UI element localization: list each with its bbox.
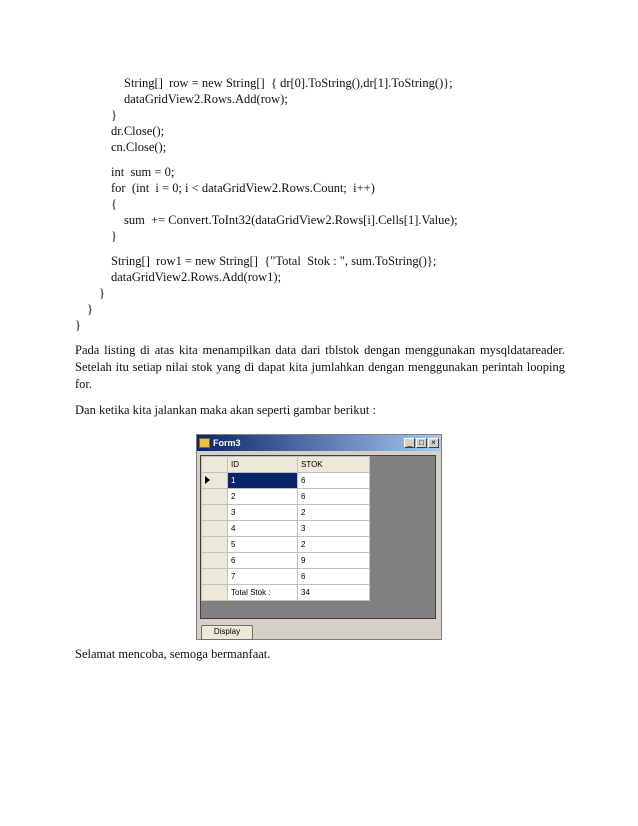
form3-window xyxy=(196,434,442,640)
data-grid-table xyxy=(201,456,370,601)
row-header[interactable] xyxy=(202,521,228,537)
form-icon xyxy=(199,438,210,448)
row-header-corner[interactable] xyxy=(202,457,228,473)
table-row[interactable] xyxy=(202,537,370,553)
code-line: dataGridView2.Rows.Add(row); xyxy=(124,92,288,106)
paragraph-run-intro: Dan ketika kita jalankan maka akan seperti gambar berikut : xyxy=(75,403,376,417)
table-row[interactable] xyxy=(202,505,370,521)
code-line: dataGridView2.Rows.Add(row1); xyxy=(111,270,282,284)
code-line: } xyxy=(87,302,93,316)
row-header[interactable] xyxy=(202,569,228,585)
grid-cell[interactable]: 6 xyxy=(298,569,370,585)
code-line: int sum = 0; xyxy=(111,165,175,179)
code-line: } xyxy=(99,286,105,300)
code-line: } xyxy=(75,318,81,332)
close-button[interactable]: × xyxy=(428,438,439,448)
paragraph-listing-explanation: Pada listing di atas kita menampilkan data dari tblstok dengan menggunakan mysqldatareader. Setelah itu setiap nilai stok yang di dapat kita jumlahkan dengan menggunakan perintah looping for. xyxy=(75,343,565,391)
code-line: for (int i = 0; i < dataGridView2.Rows.Count; i++) xyxy=(111,181,375,195)
display-button[interactable]: Display xyxy=(201,625,253,640)
code-line: sum += Convert.ToInt32(dataGridView2.Rows[i].Cells[1].Value); xyxy=(124,213,458,227)
grid-cell[interactable]: 9 xyxy=(298,553,370,569)
column-header-stok[interactable]: STOK xyxy=(298,457,370,473)
grid-cell[interactable]: 4 xyxy=(228,521,298,537)
code-line: cn.Close(); xyxy=(111,140,167,154)
grid-cell[interactable]: 2 xyxy=(228,489,298,505)
current-row-arrow-icon xyxy=(205,476,210,484)
code-line: dr.Close(); xyxy=(111,124,165,138)
grid-cell[interactable]: 6 xyxy=(298,473,370,489)
grid-cell[interactable]: 6 xyxy=(298,489,370,505)
grid-cell[interactable]: 2 xyxy=(298,537,370,553)
grid-cell[interactable]: 1 xyxy=(228,473,298,489)
grid-cell[interactable]: 5 xyxy=(228,537,298,553)
column-header-id[interactable]: ID xyxy=(228,457,298,473)
window-titlebar[interactable] xyxy=(197,435,441,451)
grid-cell[interactable]: 3 xyxy=(298,521,370,537)
data-grid-view[interactable] xyxy=(200,455,436,619)
window-title: Form3 xyxy=(213,438,241,448)
code-line: String[] row1 = new String[] {"Total Stok : ", sum.ToString()}; xyxy=(111,254,437,268)
table-row[interactable] xyxy=(202,473,370,489)
row-header[interactable] xyxy=(202,489,228,505)
grid-cell[interactable]: 6 xyxy=(228,553,298,569)
row-header[interactable] xyxy=(202,505,228,521)
grid-cell[interactable]: 7 xyxy=(228,569,298,585)
row-header[interactable] xyxy=(202,537,228,553)
grid-cell[interactable]: 3 xyxy=(228,505,298,521)
grid-header-row xyxy=(202,457,370,473)
table-row-total[interactable] xyxy=(202,585,370,601)
code-line: } xyxy=(111,229,117,243)
grid-cell[interactable]: Total Stok : xyxy=(228,585,298,601)
table-row[interactable] xyxy=(202,489,370,505)
minimize-button[interactable]: _ xyxy=(404,438,415,448)
table-row[interactable] xyxy=(202,553,370,569)
table-row[interactable] xyxy=(202,521,370,537)
code-line: } xyxy=(111,108,117,122)
maximize-button[interactable]: □ xyxy=(416,438,427,448)
grid-cell[interactable]: 34 xyxy=(298,585,370,601)
grid-cell[interactable]: 2 xyxy=(298,505,370,521)
table-row[interactable] xyxy=(202,569,370,585)
paragraph-closing: Selamat mencoba, semoga bermanfaat. xyxy=(75,647,271,661)
row-header[interactable] xyxy=(202,473,228,489)
code-line: String[] row = new String[] { dr[0].ToString(),dr[1].ToString()}; xyxy=(124,76,453,90)
row-header[interactable] xyxy=(202,553,228,569)
code-line: { xyxy=(111,197,117,211)
row-header[interactable] xyxy=(202,585,228,601)
